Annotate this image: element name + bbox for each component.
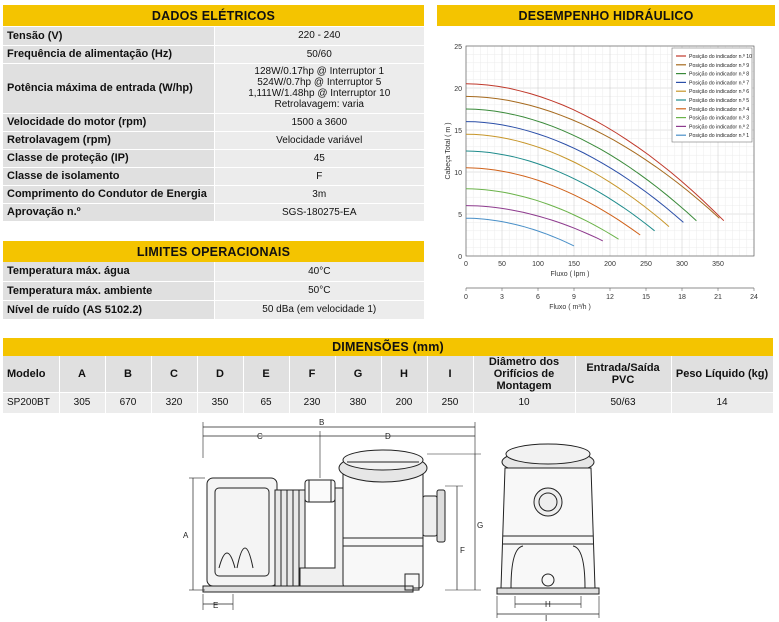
dim-label-c: C: [257, 432, 263, 441]
spec-value: [214, 167, 424, 185]
x2-axis-label: Fluxo ( m³/h ): [549, 304, 591, 311]
dim-header-cell: Diâmetro dos Orifícios de Montagem: [473, 356, 575, 393]
dim-header-cell: E: [243, 356, 289, 393]
dim-cell: 10: [473, 393, 575, 413]
spec-value-line: 128W/0.17hp @ Interruptor 1: [254, 66, 385, 77]
x2-tick-label: 15: [642, 294, 650, 301]
spec-label: Velocidade do motor (rpm): [3, 113, 214, 131]
dim-cell: 320: [151, 393, 197, 413]
x2-tick-label: 3: [500, 294, 504, 301]
legend-entry: Posição do indicador n.º 5: [689, 98, 750, 104]
spec-label: Classe de proteção (IP): [3, 149, 214, 167]
legend-entry: Posição do indicador n.º 10: [689, 54, 753, 60]
x2-tick-label: 6: [536, 294, 540, 301]
spec-value-line: 524W/0.7hp @ Interruptor 5: [257, 77, 382, 88]
x2-tick-label: 21: [714, 294, 722, 301]
hydraulic-header: DESEMPENHO HIDRÁULICO: [437, 5, 775, 26]
spec-value-line: Retrolavagem: varia: [274, 99, 364, 110]
x-tick-label: 350: [712, 261, 724, 268]
dimensions-header: DIMENSÕES (mm): [3, 338, 773, 356]
dim-header-cell: Peso Líquido (kg): [671, 356, 773, 393]
y-tick-label: 5: [458, 212, 462, 219]
legend-entry: Posição do indicador n.º 9: [689, 62, 750, 69]
x-tick-label: 100: [532, 261, 544, 268]
limits-row: [3, 262, 424, 281]
dim-label-i: I: [545, 614, 548, 622]
pump-drawing: [175, 418, 615, 622]
legend-entry: Posição do indicador n.º 6: [689, 89, 750, 96]
electrical-row: [3, 113, 424, 131]
series-line: [466, 206, 603, 241]
x-tick-label: 250: [640, 261, 652, 268]
dim-label-d: D: [385, 432, 391, 441]
dim-header-cell: Modelo: [3, 356, 59, 393]
spec-label: Aprovação n.º: [3, 203, 214, 221]
electrical-row: [3, 63, 424, 113]
spec-value: [214, 27, 424, 45]
dim-cell: 230: [289, 393, 335, 413]
x-tick-label: 50: [498, 261, 506, 268]
spec-value-line: 1,111W/1.48hp @ Interruptor 10: [248, 88, 391, 99]
dim-cell: 350: [197, 393, 243, 413]
dim-cell: 250: [427, 393, 473, 413]
dim-cell: SP200BT: [3, 393, 59, 413]
dim-cell: 50/63: [575, 393, 671, 413]
dimensions-table: [3, 356, 774, 413]
dim-cell: 200: [381, 393, 427, 413]
limit-label: Nível de ruído (AS 5102.2): [3, 300, 214, 319]
legend-entry: Posição do indicador n.º 8: [689, 71, 750, 78]
dim-label-e: E: [213, 601, 219, 610]
dim-cell: 14: [671, 393, 773, 413]
limits-row: [3, 281, 424, 300]
spec-label: Classe de isolamento: [3, 167, 214, 185]
electrical-row: [3, 203, 424, 221]
dim-header-cell: F: [289, 356, 335, 393]
limit-label: Temperatura máx. água: [3, 262, 214, 281]
spec-value: [214, 131, 424, 149]
limits-header: LIMITES OPERACIONAIS: [3, 241, 424, 262]
dim-cell: 670: [105, 393, 151, 413]
legend-entry: Posição do indicador n.º 4: [689, 106, 750, 113]
limit-value: 50°C: [214, 281, 424, 300]
spec-value: [214, 185, 424, 203]
y-tick-label: 25: [454, 44, 462, 51]
dim-cell: 305: [59, 393, 105, 413]
spec-value: [214, 113, 424, 131]
spec-value: [214, 63, 424, 113]
legend-entry: Posição do indicador n.º 3: [689, 115, 750, 122]
spec-value-line: SGS-180275-EA: [282, 206, 357, 218]
dim-label-h: H: [545, 600, 551, 609]
y-tick-label: 10: [454, 170, 462, 177]
y-tick-label: 20: [454, 86, 462, 93]
dim-header-cell: H: [381, 356, 427, 393]
dim-header-cell: A: [59, 356, 105, 393]
spec-label: Potência máxima de entrada (W/hp): [3, 63, 214, 113]
x-tick-label: 300: [676, 261, 688, 268]
dim-label-g: G: [477, 521, 484, 530]
y-axis-label: Cabeça Total ( m ): [445, 122, 452, 180]
electrical-row: [3, 27, 424, 45]
dim-cell: 380: [335, 393, 381, 413]
electrical-row: [3, 131, 424, 149]
legend-entry: Posição do indicador n.º 7: [689, 80, 750, 87]
limit-value: 40°C: [214, 262, 424, 281]
spec-label: Retrolavagem (rpm): [3, 131, 214, 149]
spec-value-line: F: [316, 170, 323, 182]
electrical-header: DADOS ELÉTRICOS: [3, 5, 424, 26]
table-row: [3, 393, 773, 413]
electrical-row: [3, 185, 424, 203]
hydraulic-chart: [424, 30, 779, 320]
spec-value-line: 3m: [312, 188, 327, 200]
spec-value-line: Velocidade variável: [276, 134, 363, 146]
x-tick-label: 200: [604, 261, 616, 268]
electrical-table: [3, 27, 424, 222]
x-tick-label: 150: [568, 261, 580, 268]
dim-label-f: F: [460, 546, 465, 555]
dim-header-cell: I: [427, 356, 473, 393]
limits-row: [3, 300, 424, 319]
dim-header-cell: Entrada/Saída PVC: [575, 356, 671, 393]
spec-value-line: 1500 a 3600: [291, 116, 348, 128]
spec-value-line: 45: [313, 152, 325, 164]
spec-value: [214, 45, 424, 63]
dim-header-cell: D: [197, 356, 243, 393]
legend-entry: Posição do indicador n.º 1: [689, 133, 750, 140]
dim-cell: 65: [243, 393, 289, 413]
electrical-row: [3, 45, 424, 63]
limit-label: Temperatura máx. ambiente: [3, 281, 214, 300]
x-tick-label: 0: [464, 261, 468, 268]
x2-tick-label: 24: [750, 294, 758, 301]
y-tick-label: 0: [458, 254, 462, 261]
dim-header-cell: G: [335, 356, 381, 393]
dim-header-cell: B: [105, 356, 151, 393]
limits-table: [3, 262, 424, 320]
y-tick-label: 15: [454, 128, 462, 135]
spec-value-line: 220 - 240: [298, 30, 341, 42]
x2-tick-label: 18: [678, 294, 686, 301]
limit-value: 50 dBa (em velocidade 1): [214, 300, 424, 319]
electrical-row: [3, 167, 424, 185]
x-axis-label: Fluxo ( lpm ): [550, 271, 590, 278]
x2-tick-label: 0: [464, 294, 468, 301]
x2-tick-label: 12: [606, 294, 614, 301]
dim-label-b: B: [319, 418, 325, 427]
dim-label-a: A: [183, 531, 189, 540]
spec-label: Frequência de alimentação (Hz): [3, 45, 214, 63]
legend-entry: Posição do indicador n.º 2: [689, 124, 750, 131]
spec-value: [214, 149, 424, 167]
spec-label: Comprimento do Condutor de Energia: [3, 185, 214, 203]
x2-tick-label: 9: [572, 294, 576, 301]
spec-value-line: 50/60: [306, 48, 332, 60]
electrical-row: [3, 149, 424, 167]
dim-header-cell: C: [151, 356, 197, 393]
spec-value: [214, 203, 424, 221]
spec-label: Tensão (V): [3, 27, 214, 45]
